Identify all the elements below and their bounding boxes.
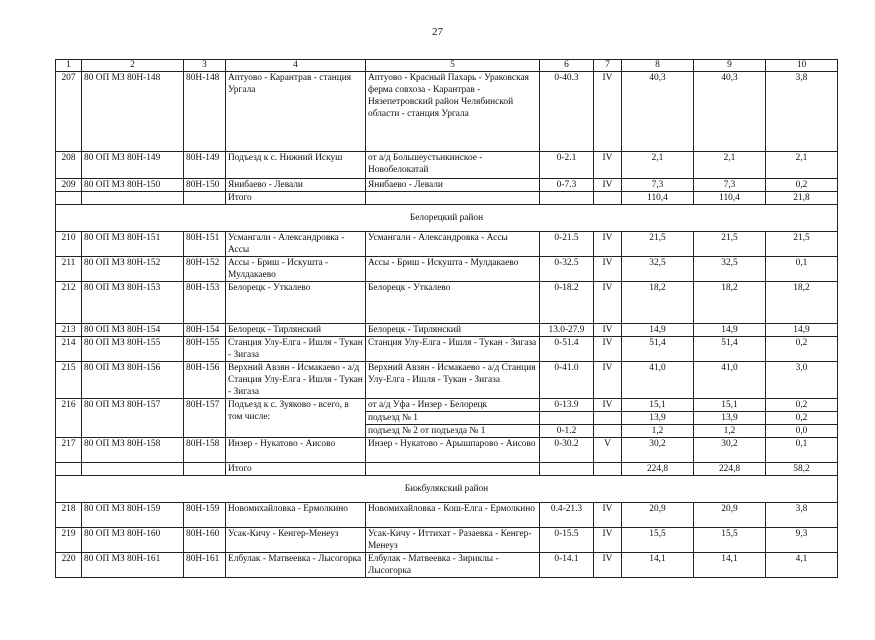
header-row xyxy=(56,60,838,72)
road-category: IV xyxy=(594,232,622,257)
empty-cell xyxy=(184,463,226,476)
road-category: IV xyxy=(594,324,622,337)
total-label: Итого xyxy=(226,192,366,205)
table-row xyxy=(56,179,838,192)
road-short-code: 80Н-161 xyxy=(184,553,226,578)
value-col-10: 9,3 xyxy=(766,528,838,553)
road-short-code: 80Н-151 xyxy=(184,232,226,257)
road-route: подъезд № 2 от подъезда № 1 xyxy=(366,425,540,438)
road-name: Белорецк - Тирлянский xyxy=(226,324,366,337)
road-route: от а/д Уфа - Инзер - Белорецк xyxy=(366,399,540,412)
value-col-9: 18,2 xyxy=(694,282,766,324)
road-category: V xyxy=(594,438,622,463)
road-name: Ассы - Бриш - Искушта - Мулдакаево xyxy=(226,257,366,282)
table-row xyxy=(56,72,838,152)
empty-cell xyxy=(594,463,622,476)
value-col-8: 1,2 xyxy=(622,425,694,438)
road-name: Верхний Авзян - Исмакаево - а/д Станция Улу-Елга - Ишля - Тукан - Зигаза xyxy=(226,362,366,399)
road-name: Усак-Кичу - Кенгер-Менеуз xyxy=(226,528,366,553)
row-number: 212 xyxy=(56,282,82,324)
value-col-10: 18,2 xyxy=(766,282,838,324)
table-row xyxy=(56,503,838,528)
road-route: Белорецк - Уткалево xyxy=(366,282,540,324)
table-row xyxy=(56,362,838,399)
road-code: 80 ОП МЗ 80Н-156 xyxy=(82,362,184,399)
table-row xyxy=(56,553,838,578)
road-route: Янибаево - Левали xyxy=(366,179,540,192)
road-name: Белорецк - Уткалево xyxy=(226,282,366,324)
column-header-8: 8 xyxy=(622,60,694,72)
road-category xyxy=(594,425,622,438)
road-name: Аптуово - Карантрав - станция Ургала xyxy=(226,72,366,152)
road-route: Усак-Кичу - Иттихат - Разаевка - Кенгер-Менеуз xyxy=(366,528,540,553)
road-category: IV xyxy=(594,337,622,362)
value-col-9: 21,5 xyxy=(694,232,766,257)
road-code: 80 ОП МЗ 80Н-157 xyxy=(82,399,184,438)
value-col-9: 14,1 xyxy=(694,553,766,578)
region-row xyxy=(56,205,838,232)
value-col-8: 18,2 xyxy=(622,282,694,324)
road-km: 0-41.0 xyxy=(540,362,594,399)
region-name: Белорецкий район xyxy=(56,205,838,232)
value-col-10: 21,5 xyxy=(766,232,838,257)
road-route: Аптуово - Красный Пахарь - Ураковская ферма совхоза - Карантрав - Нязепетровский район Челябинской области - станция Ургала xyxy=(366,72,540,152)
value-col-9: 1,2 xyxy=(694,425,766,438)
road-category: IV xyxy=(594,553,622,578)
road-code: 80 ОП МЗ 80Н-149 xyxy=(82,152,184,179)
road-code: 80 ОП МЗ 80Н-152 xyxy=(82,257,184,282)
road-name: Станция Улу-Елга - Ишля - Тукан - Зигаза xyxy=(226,337,366,362)
road-category: IV xyxy=(594,179,622,192)
value-col-10: 0,2 xyxy=(766,337,838,362)
road-short-code: 80Н-149 xyxy=(184,152,226,179)
table-row xyxy=(56,438,838,463)
road-code: 80 ОП МЗ 80Н-148 xyxy=(82,72,184,152)
road-route: Белорецк - Тирлянский xyxy=(366,324,540,337)
road-name: Усмангали - Александровка - Ассы xyxy=(226,232,366,257)
empty-cell xyxy=(366,192,540,205)
road-route: Елбулак - Матвеевка - Зириклы - Лысогорка xyxy=(366,553,540,578)
table-row xyxy=(56,232,838,257)
column-header-10: 10 xyxy=(766,60,838,72)
value-col-9: 20,9 xyxy=(694,503,766,528)
road-name: Подъезд к с. Зуяково - всего, в том числе: xyxy=(226,399,366,438)
row-number: 210 xyxy=(56,232,82,257)
value-col-8: 51,4 xyxy=(622,337,694,362)
value-col-8: 2,1 xyxy=(622,152,694,179)
road-name: Подъезд к с. Нижний Искуш xyxy=(226,152,366,179)
road-name: Янибаево - Левали xyxy=(226,179,366,192)
road-km xyxy=(540,412,594,425)
value-col-10: 0,1 xyxy=(766,257,838,282)
value-col-9: 2,1 xyxy=(694,152,766,179)
total-col-9: 224,8 xyxy=(694,463,766,476)
total-label: Итого xyxy=(226,463,366,476)
road-short-code: 80Н-153 xyxy=(184,282,226,324)
value-col-9: 41,0 xyxy=(694,362,766,399)
value-col-9: 13,9 xyxy=(694,412,766,425)
region-row xyxy=(56,476,838,503)
road-short-code: 80Н-159 xyxy=(184,503,226,528)
row-number: 220 xyxy=(56,553,82,578)
row-number: 207 xyxy=(56,72,82,152)
road-route: Верхний Авзян - Исмакаево - а/д Станция Улу-Елга - Ишля - Тукан - Зигаза xyxy=(366,362,540,399)
value-col-8: 40,3 xyxy=(622,72,694,152)
road-code: 80 ОП МЗ 80Н-160 xyxy=(82,528,184,553)
road-short-code: 80Н-155 xyxy=(184,337,226,362)
value-col-10: 0,2 xyxy=(766,399,838,412)
road-km: 0.4-21.3 xyxy=(540,503,594,528)
value-col-9: 51,4 xyxy=(694,337,766,362)
road-name: Инзер - Нукатово - Аисово xyxy=(226,438,366,463)
total-row xyxy=(56,463,838,476)
road-code: 80 ОП МЗ 80Н-159 xyxy=(82,503,184,528)
value-col-10: 0,2 xyxy=(766,412,838,425)
road-km: 0-2.1 xyxy=(540,152,594,179)
row-number: 215 xyxy=(56,362,82,399)
road-km: 0-7.3 xyxy=(540,179,594,192)
road-route: от а/д Большеустьикинское - Новобелокатай xyxy=(366,152,540,179)
value-col-10: 4,1 xyxy=(766,553,838,578)
row-number: 216 xyxy=(56,399,82,438)
value-col-10: 0,2 xyxy=(766,179,838,192)
road-route: подъезд № 1 xyxy=(366,412,540,425)
row-number: 214 xyxy=(56,337,82,362)
road-code: 80 ОП МЗ 80Н-151 xyxy=(82,232,184,257)
column-header-2: 2 xyxy=(82,60,184,72)
value-col-10: 2,1 xyxy=(766,152,838,179)
value-col-9: 7,3 xyxy=(694,179,766,192)
value-col-9: 14,9 xyxy=(694,324,766,337)
total-col-9: 110,4 xyxy=(694,192,766,205)
road-short-code: 80Н-154 xyxy=(184,324,226,337)
value-col-10: 3,0 xyxy=(766,362,838,399)
road-code: 80 ОП МЗ 80Н-158 xyxy=(82,438,184,463)
table-row xyxy=(56,337,838,362)
road-short-code: 80Н-156 xyxy=(184,362,226,399)
road-category: IV xyxy=(594,152,622,179)
column-header-4: 4 xyxy=(226,60,366,72)
row-number: 211 xyxy=(56,257,82,282)
value-col-8: 21,5 xyxy=(622,232,694,257)
column-header-3: 3 xyxy=(184,60,226,72)
road-km: 0-40.3 xyxy=(540,72,594,152)
empty-cell xyxy=(540,192,594,205)
road-route: Станция Улу-Елга - Ишля - Тукан - Зигаза xyxy=(366,337,540,362)
table-body xyxy=(56,60,838,578)
road-short-code: 80Н-160 xyxy=(184,528,226,553)
value-col-9: 30,2 xyxy=(694,438,766,463)
empty-cell xyxy=(56,463,82,476)
road-route: Усмангали - Александровка - Ассы xyxy=(366,232,540,257)
road-category: IV xyxy=(594,282,622,324)
table-row xyxy=(56,152,838,179)
value-col-9: 32,5 xyxy=(694,257,766,282)
road-code: 80 ОП МЗ 80Н-153 xyxy=(82,282,184,324)
region-name: Бижбулякский район xyxy=(56,476,838,503)
row-number: 218 xyxy=(56,503,82,528)
empty-cell xyxy=(540,463,594,476)
road-category: IV xyxy=(594,503,622,528)
empty-cell xyxy=(82,192,184,205)
column-header-7: 7 xyxy=(594,60,622,72)
road-name: Елбулак - Матвеевка - Лысогорка xyxy=(226,553,366,578)
road-code: 80 ОП МЗ 80Н-161 xyxy=(82,553,184,578)
value-col-9: 15,5 xyxy=(694,528,766,553)
value-col-8: 41,0 xyxy=(622,362,694,399)
total-col-8: 224,8 xyxy=(622,463,694,476)
road-km: 0-13.9 xyxy=(540,399,594,412)
total-col-10: 58,2 xyxy=(766,463,838,476)
empty-cell xyxy=(594,192,622,205)
road-km: 13.0-27.9 xyxy=(540,324,594,337)
road-km: 0-30.2 xyxy=(540,438,594,463)
value-col-10: 14,9 xyxy=(766,324,838,337)
road-short-code: 80Н-148 xyxy=(184,72,226,152)
road-km: 0-14.1 xyxy=(540,553,594,578)
road-km: 0-51.4 xyxy=(540,337,594,362)
road-code: 80 ОП МЗ 80Н-150 xyxy=(82,179,184,192)
column-header-1: 1 xyxy=(56,60,82,72)
road-km: 0-18.2 xyxy=(540,282,594,324)
road-short-code: 80Н-152 xyxy=(184,257,226,282)
road-short-code: 80Н-157 xyxy=(184,399,226,438)
road-km: 0-1.2 xyxy=(540,425,594,438)
empty-cell xyxy=(366,463,540,476)
page-number: 27 xyxy=(432,26,443,38)
total-col-10: 21,8 xyxy=(766,192,838,205)
road-category xyxy=(594,412,622,425)
road-code: 80 ОП МЗ 80Н-154 xyxy=(82,324,184,337)
road-category: IV xyxy=(594,399,622,412)
road-route: Инзер - Нукатово - Арышпарово - Аисово xyxy=(366,438,540,463)
value-col-10: 0,0 xyxy=(766,425,838,438)
road-name: Новомихайловка - Ермолкино xyxy=(226,503,366,528)
table-row xyxy=(56,324,838,337)
empty-cell xyxy=(56,192,82,205)
value-col-8: 15,5 xyxy=(622,528,694,553)
row-number: 219 xyxy=(56,528,82,553)
column-header-5: 5 xyxy=(366,60,540,72)
value-col-8: 14,9 xyxy=(622,324,694,337)
column-header-6: 6 xyxy=(540,60,594,72)
road-short-code: 80Н-158 xyxy=(184,438,226,463)
table-row xyxy=(56,399,838,412)
value-col-10: 3,8 xyxy=(766,72,838,152)
value-col-8: 13,9 xyxy=(622,412,694,425)
road-code: 80 ОП МЗ 80Н-155 xyxy=(82,337,184,362)
row-number: 209 xyxy=(56,179,82,192)
total-col-8: 110,4 xyxy=(622,192,694,205)
empty-cell xyxy=(184,192,226,205)
table-row xyxy=(56,528,838,553)
value-col-10: 0,1 xyxy=(766,438,838,463)
value-col-8: 7,3 xyxy=(622,179,694,192)
value-col-8: 32,5 xyxy=(622,257,694,282)
value-col-8: 15,1 xyxy=(622,399,694,412)
value-col-8: 20,9 xyxy=(622,503,694,528)
empty-cell xyxy=(82,463,184,476)
road-category: IV xyxy=(594,528,622,553)
road-category: IV xyxy=(594,362,622,399)
table-row xyxy=(56,257,838,282)
road-route: Ассы - Бриш - Искушта - Мулдакаево xyxy=(366,257,540,282)
value-col-8: 14,1 xyxy=(622,553,694,578)
road-category: IV xyxy=(594,72,622,152)
row-number: 213 xyxy=(56,324,82,337)
value-col-8: 30,2 xyxy=(622,438,694,463)
road-register-table xyxy=(55,59,838,578)
value-col-10: 3,8 xyxy=(766,503,838,528)
value-col-9: 40,3 xyxy=(694,72,766,152)
road-route: Новомихайловка - Кош-Елга - Ермолкино xyxy=(366,503,540,528)
road-km: 0-21.5 xyxy=(540,232,594,257)
value-col-9: 15,1 xyxy=(694,399,766,412)
table-row xyxy=(56,282,838,324)
row-number: 217 xyxy=(56,438,82,463)
total-row xyxy=(56,192,838,205)
road-category: IV xyxy=(594,257,622,282)
road-km: 0-15.5 xyxy=(540,528,594,553)
row-number: 208 xyxy=(56,152,82,179)
column-header-9: 9 xyxy=(694,60,766,72)
road-short-code: 80Н-150 xyxy=(184,179,226,192)
road-km: 0-32.5 xyxy=(540,257,594,282)
